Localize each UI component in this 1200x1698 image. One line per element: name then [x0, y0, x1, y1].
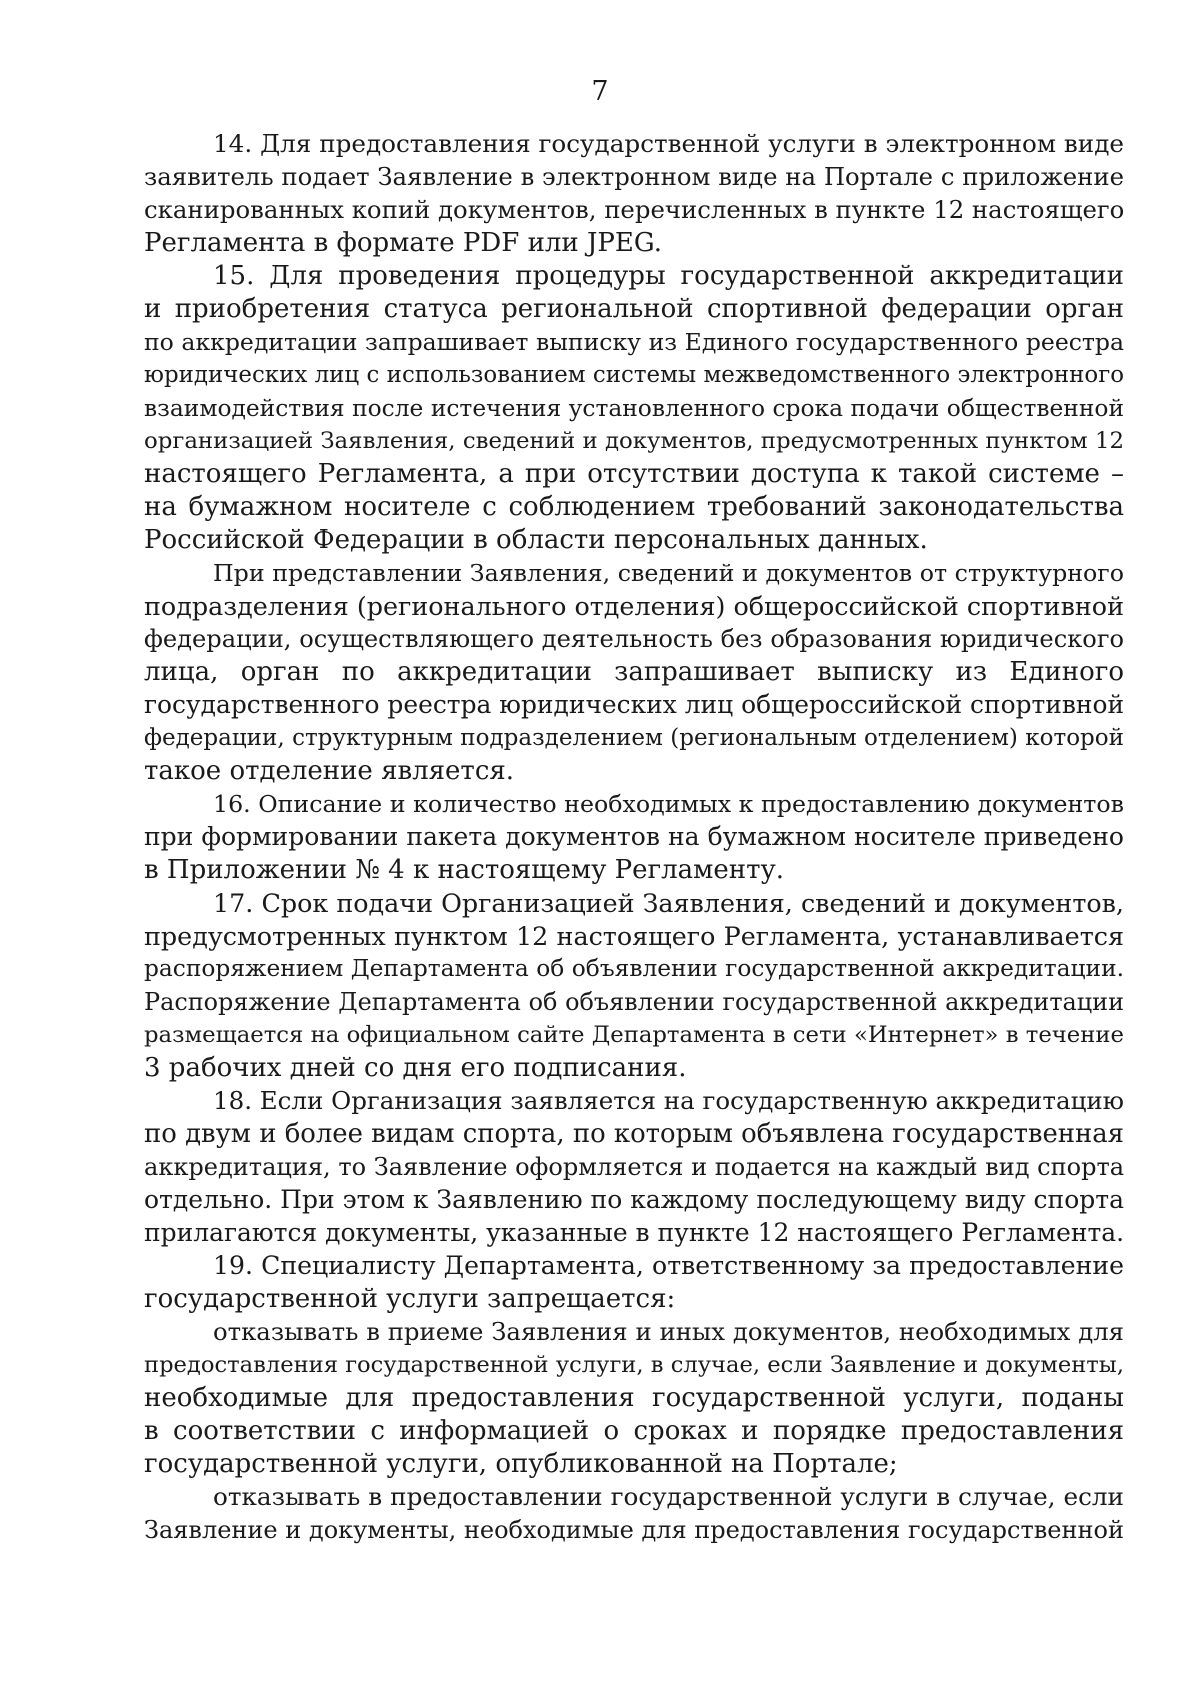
text-line: предоставления государственной услуги, в случае, если Заявление и документы, — [144, 1352, 1124, 1378]
text-line: отказывать в предоставлении государственной услуги в случае, если — [213, 1482, 1124, 1511]
text-line: настоящего Регламента, а при отсутствии доступа к такой системе – — [144, 459, 1124, 489]
text-line: и приобретения статуса региональной спортивной федерации орган — [144, 294, 1124, 324]
page-number: 7 — [591, 76, 609, 107]
text-line: При представлении Заявления, сведений и документов от структурного — [213, 559, 1124, 587]
text-line: государственной услуги, опубликованной на Портале; — [144, 1449, 898, 1479]
text-line: распоряжением Департамента об объявлении государственной аккредитации. — [144, 955, 1124, 982]
text-line: предусмотренных пунктом 12 настоящего Регламента, устанавливается — [144, 921, 1124, 951]
text-line: 14. Для предоставления государственной услуги в электронном виде — [213, 129, 1124, 158]
text-line: юридических лиц с использованием системы межведомственного электронного — [144, 362, 1124, 388]
text-line: такое отделение является. — [144, 756, 515, 786]
text-line: государственного реестра юридических лиц общероссийской спортивной — [144, 690, 1125, 719]
text-line: 18. Если Организация заявляется на государственную аккредитацию — [213, 1086, 1125, 1115]
text-line: Российской Федерации в области персональных данных. — [144, 525, 928, 555]
text-line: 15. Для проведения процедуры государственной аккредитации — [213, 261, 1124, 291]
text-line: на бумажном носителе с соблюдением требований законодательства — [144, 492, 1124, 522]
text-line: в соответствии с информацией о сроках и порядке предоставления — [144, 1416, 1124, 1446]
text-line: отдельно. При этом к Заявлению по каждому последующему виду спорта — [144, 1185, 1124, 1214]
text-line: организацией Заявления, сведений и документов, предусмотренных пунктом 12 — [144, 428, 1124, 454]
text-line: по аккредитации запрашивает выписку из Единого государственного реестра — [144, 328, 1124, 356]
text-line: в Приложении № 4 к настоящему Регламенту. — [144, 855, 785, 885]
text-line: отказывать в приеме Заявления и иных документов, необходимых для — [213, 1317, 1124, 1346]
text-line: Распоряжение Департамента об объявлении государственной аккредитации — [144, 988, 1124, 1016]
text-line: взаимодействия после истечения установленного срока подачи общественной — [144, 394, 1124, 422]
text-line: лица, орган по аккредитации запрашивает выписку из Единого — [144, 657, 1124, 687]
text-line: федерации, структурным подразделением (региональным отделением) которой — [144, 725, 1124, 751]
text-line: сканированных копий документов, перечисленных в пункте 12 настоящего — [144, 195, 1125, 224]
text-line: необходимые для предоставления государственной услуги, поданы — [144, 1383, 1124, 1413]
text-line: 19. Специалисту Департамента, ответственному за предоставление — [213, 1251, 1124, 1280]
text-line: 16. Описание и количество необходимых к предоставлению документов — [213, 790, 1124, 818]
text-line: Заявление и документы, необходимые для предоставления государственной — [144, 1516, 1124, 1544]
text-line: по двум и более видам спорта, по которым объявлена государственная — [144, 1119, 1124, 1149]
text-line: при формировании пакета документов на бумажном носителе приведено — [144, 822, 1124, 851]
text-line: 17. Срок подачи Организацией Заявления, сведений и документов, — [213, 888, 1124, 918]
text-line: федерации, осуществляющего деятельность без образования юридического — [144, 625, 1124, 653]
text-line: заявитель подает Заявление в электронном виде на Портале с приложение — [144, 162, 1124, 191]
text-line: подразделения (регионального отделения) общероссийской спортивной — [144, 591, 1124, 621]
text-line: прилагаются документы, указанные в пункте 12 настоящего Регламента. — [144, 1218, 1125, 1247]
text-line: размещается на официальном сайте Департамента в сети «Интернет» в течение — [144, 1022, 1124, 1048]
text-line: государственной услуги запрещается: — [144, 1284, 676, 1314]
text-line: аккредитация, то Заявление оформляется и подается на каждый вид спорта — [144, 1153, 1125, 1181]
text-line: Регламента в формате PDF или JPEG. — [144, 228, 663, 258]
text-line: 3 рабочих дней со дня его подписания. — [144, 1053, 687, 1083]
